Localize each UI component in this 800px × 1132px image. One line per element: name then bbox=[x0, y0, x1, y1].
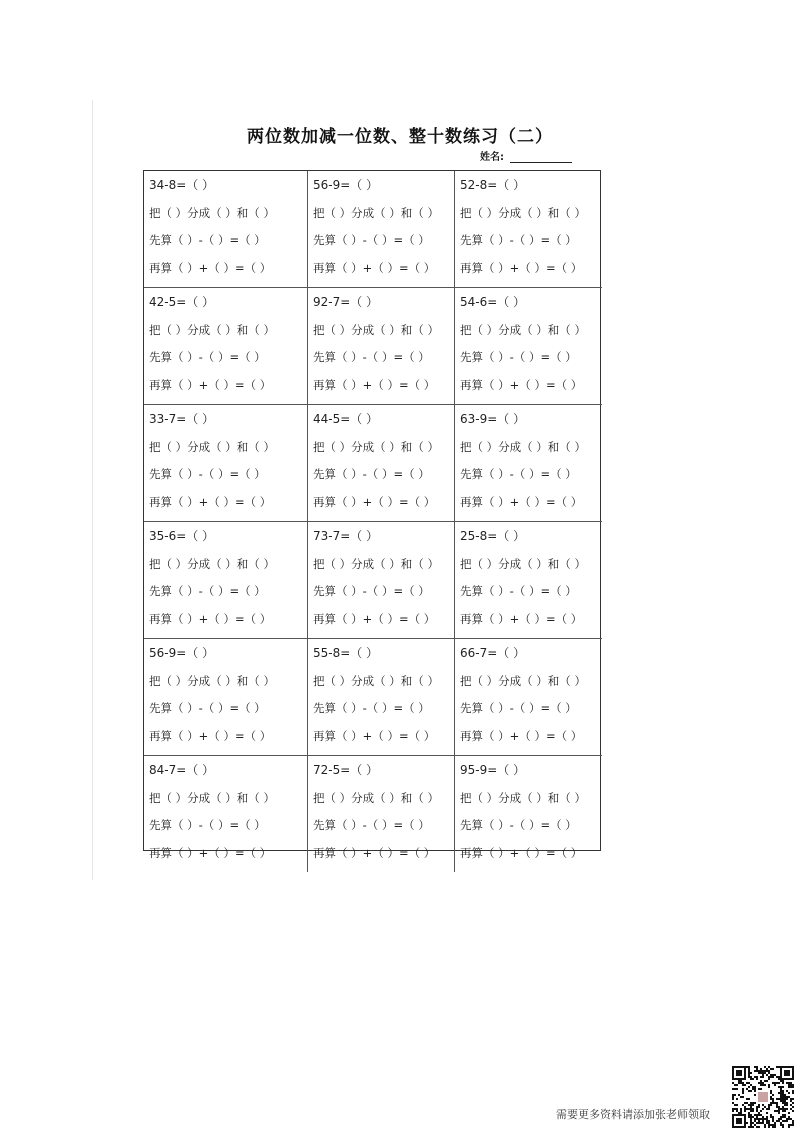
then-step: 再算（ ）+（ ）=（ ） bbox=[313, 845, 436, 860]
exercise-cell bbox=[455, 639, 602, 756]
then-step: 再算（ ）+（ ）=（ ） bbox=[460, 845, 583, 860]
problem-equation: 66-7=（ ） bbox=[460, 646, 526, 660]
problem-equation: 56-9=（ ） bbox=[149, 646, 215, 660]
exercise-cell bbox=[144, 756, 308, 872]
exercise-cell bbox=[308, 522, 455, 639]
first-step: 先算（ ）-（ ）=（ ） bbox=[460, 233, 577, 247]
split-step: 把（ ）分成（ ）和（ ） bbox=[149, 556, 275, 571]
split-step: 把（ ）分成（ ）和（ ） bbox=[460, 322, 586, 337]
split-step: 把（ ）分成（ ）和（ ） bbox=[460, 790, 586, 805]
first-step: 先算（ ）-（ ）=（ ） bbox=[460, 467, 577, 481]
problem-equation: 56-9=（ ） bbox=[313, 178, 379, 192]
split-step: 把（ ）分成（ ）和（ ） bbox=[460, 439, 586, 454]
split-step: 把（ ）分成（ ）和（ ） bbox=[149, 673, 275, 688]
first-step: 先算（ ）-（ ）=（ ） bbox=[313, 233, 430, 247]
split-step: 把（ ）分成（ ）和（ ） bbox=[313, 322, 439, 337]
split-step: 把（ ）分成（ ）和（ ） bbox=[149, 790, 275, 805]
then-step: 再算（ ）+（ ）=（ ） bbox=[460, 728, 583, 743]
first-step: 先算（ ）-（ ）=（ ） bbox=[149, 350, 266, 364]
then-step: 再算（ ）+（ ）=（ ） bbox=[313, 494, 436, 509]
exercise-cell bbox=[308, 639, 455, 756]
first-step: 先算（ ）-（ ）=（ ） bbox=[313, 701, 430, 715]
then-step: 再算（ ）+（ ）=（ ） bbox=[313, 611, 436, 626]
first-step: 先算（ ）-（ ）=（ ） bbox=[313, 467, 430, 481]
problem-equation: 44-5=（ ） bbox=[313, 412, 379, 426]
problem-equation: 55-8=（ ） bbox=[313, 646, 379, 660]
first-step: 先算（ ）-（ ）=（ ） bbox=[149, 584, 266, 598]
exercise-cell bbox=[455, 288, 602, 405]
problem-equation: 42-5=（ ） bbox=[149, 295, 215, 309]
name-blank-line bbox=[510, 152, 572, 163]
name-field bbox=[480, 148, 572, 163]
then-step: 再算（ ）+（ ）=（ ） bbox=[460, 494, 583, 509]
problem-equation: 52-8=（ ） bbox=[460, 178, 526, 192]
then-step: 再算（ ）+（ ）=（ ） bbox=[460, 377, 583, 392]
then-step: 再算（ ）+（ ）=（ ） bbox=[149, 728, 272, 743]
problem-equation: 35-6=（ ） bbox=[149, 529, 215, 543]
problem-equation: 33-7=（ ） bbox=[149, 412, 215, 426]
split-step: 把（ ）分成（ ）和（ ） bbox=[313, 790, 439, 805]
exercise-cell bbox=[144, 288, 308, 405]
then-step: 再算（ ）+（ ）=（ ） bbox=[149, 611, 272, 626]
split-step: 把（ ）分成（ ）和（ ） bbox=[149, 322, 275, 337]
problem-equation: 84-7=（ ） bbox=[149, 763, 215, 777]
then-step: 再算（ ）+（ ）=（ ） bbox=[313, 260, 436, 275]
scan-page-edge bbox=[92, 100, 93, 880]
problem-equation: 72-5=（ ） bbox=[313, 763, 379, 777]
split-step: 把（ ）分成（ ）和（ ） bbox=[313, 673, 439, 688]
footer-note: 需要更多资料请添加张老师领取 bbox=[556, 1108, 710, 1121]
then-step: 再算（ ）+（ ）=（ ） bbox=[149, 377, 272, 392]
split-step: 把（ ）分成（ ）和（ ） bbox=[149, 439, 275, 454]
then-step: 再算（ ）+（ ）=（ ） bbox=[149, 260, 272, 275]
first-step: 先算（ ）-（ ）=（ ） bbox=[149, 818, 266, 832]
worksheet-title: 两位数加减一位数、整十数练习（二） bbox=[247, 127, 553, 147]
exercise-cell bbox=[308, 288, 455, 405]
first-step: 先算（ ）-（ ）=（ ） bbox=[149, 467, 266, 481]
problem-equation: 73-7=（ ） bbox=[313, 529, 379, 543]
first-step: 先算（ ）-（ ）=（ ） bbox=[460, 350, 577, 364]
split-step: 把（ ）分成（ ）和（ ） bbox=[149, 205, 275, 220]
exercise-cell bbox=[144, 171, 308, 288]
then-step: 再算（ ）+（ ）=（ ） bbox=[460, 611, 583, 626]
split-step: 把（ ）分成（ ）和（ ） bbox=[460, 673, 586, 688]
then-step: 再算（ ）+（ ）=（ ） bbox=[313, 377, 436, 392]
first-step: 先算（ ）-（ ）=（ ） bbox=[460, 584, 577, 598]
exercise-cell bbox=[455, 405, 602, 522]
first-step: 先算（ ）-（ ）=（ ） bbox=[149, 233, 266, 247]
exercise-cell bbox=[455, 522, 602, 639]
first-step: 先算（ ）-（ ）=（ ） bbox=[313, 584, 430, 598]
exercise-cell bbox=[144, 639, 308, 756]
exercise-cell bbox=[144, 522, 308, 639]
exercise-cell bbox=[455, 756, 602, 872]
problem-equation: 25-8=（ ） bbox=[460, 529, 526, 543]
exercise-cell bbox=[308, 171, 455, 288]
problem-equation: 63-9=（ ） bbox=[460, 412, 526, 426]
name-label: 姓名: bbox=[480, 152, 504, 163]
split-step: 把（ ）分成（ ）和（ ） bbox=[313, 205, 439, 220]
split-step: 把（ ）分成（ ）和（ ） bbox=[313, 439, 439, 454]
split-step: 把（ ）分成（ ）和（ ） bbox=[460, 556, 586, 571]
exercise-cell bbox=[308, 405, 455, 522]
problem-equation: 34-8=（ ） bbox=[149, 178, 215, 192]
problem-equation: 95-9=（ ） bbox=[460, 763, 526, 777]
first-step: 先算（ ）-（ ）=（ ） bbox=[313, 818, 430, 832]
split-step: 把（ ）分成（ ）和（ ） bbox=[313, 556, 439, 571]
then-step: 再算（ ）+（ ）=（ ） bbox=[149, 845, 272, 860]
qr-code-icon bbox=[732, 1066, 794, 1128]
exercise-cell bbox=[455, 171, 602, 288]
problem-equation: 92-7=（ ） bbox=[313, 295, 379, 309]
problem-equation: 54-6=（ ） bbox=[460, 295, 526, 309]
then-step: 再算（ ）+（ ）=（ ） bbox=[149, 494, 272, 509]
first-step: 先算（ ）-（ ）=（ ） bbox=[313, 350, 430, 364]
split-step: 把（ ）分成（ ）和（ ） bbox=[460, 205, 586, 220]
first-step: 先算（ ）-（ ）=（ ） bbox=[460, 701, 577, 715]
first-step: 先算（ ）-（ ）=（ ） bbox=[149, 701, 266, 715]
first-step: 先算（ ）-（ ）=（ ） bbox=[460, 818, 577, 832]
then-step: 再算（ ）+（ ）=（ ） bbox=[460, 260, 583, 275]
exercise-grid bbox=[143, 170, 601, 860]
exercise-cell bbox=[144, 405, 308, 522]
exercise-cell bbox=[308, 756, 455, 872]
then-step: 再算（ ）+（ ）=（ ） bbox=[313, 728, 436, 743]
